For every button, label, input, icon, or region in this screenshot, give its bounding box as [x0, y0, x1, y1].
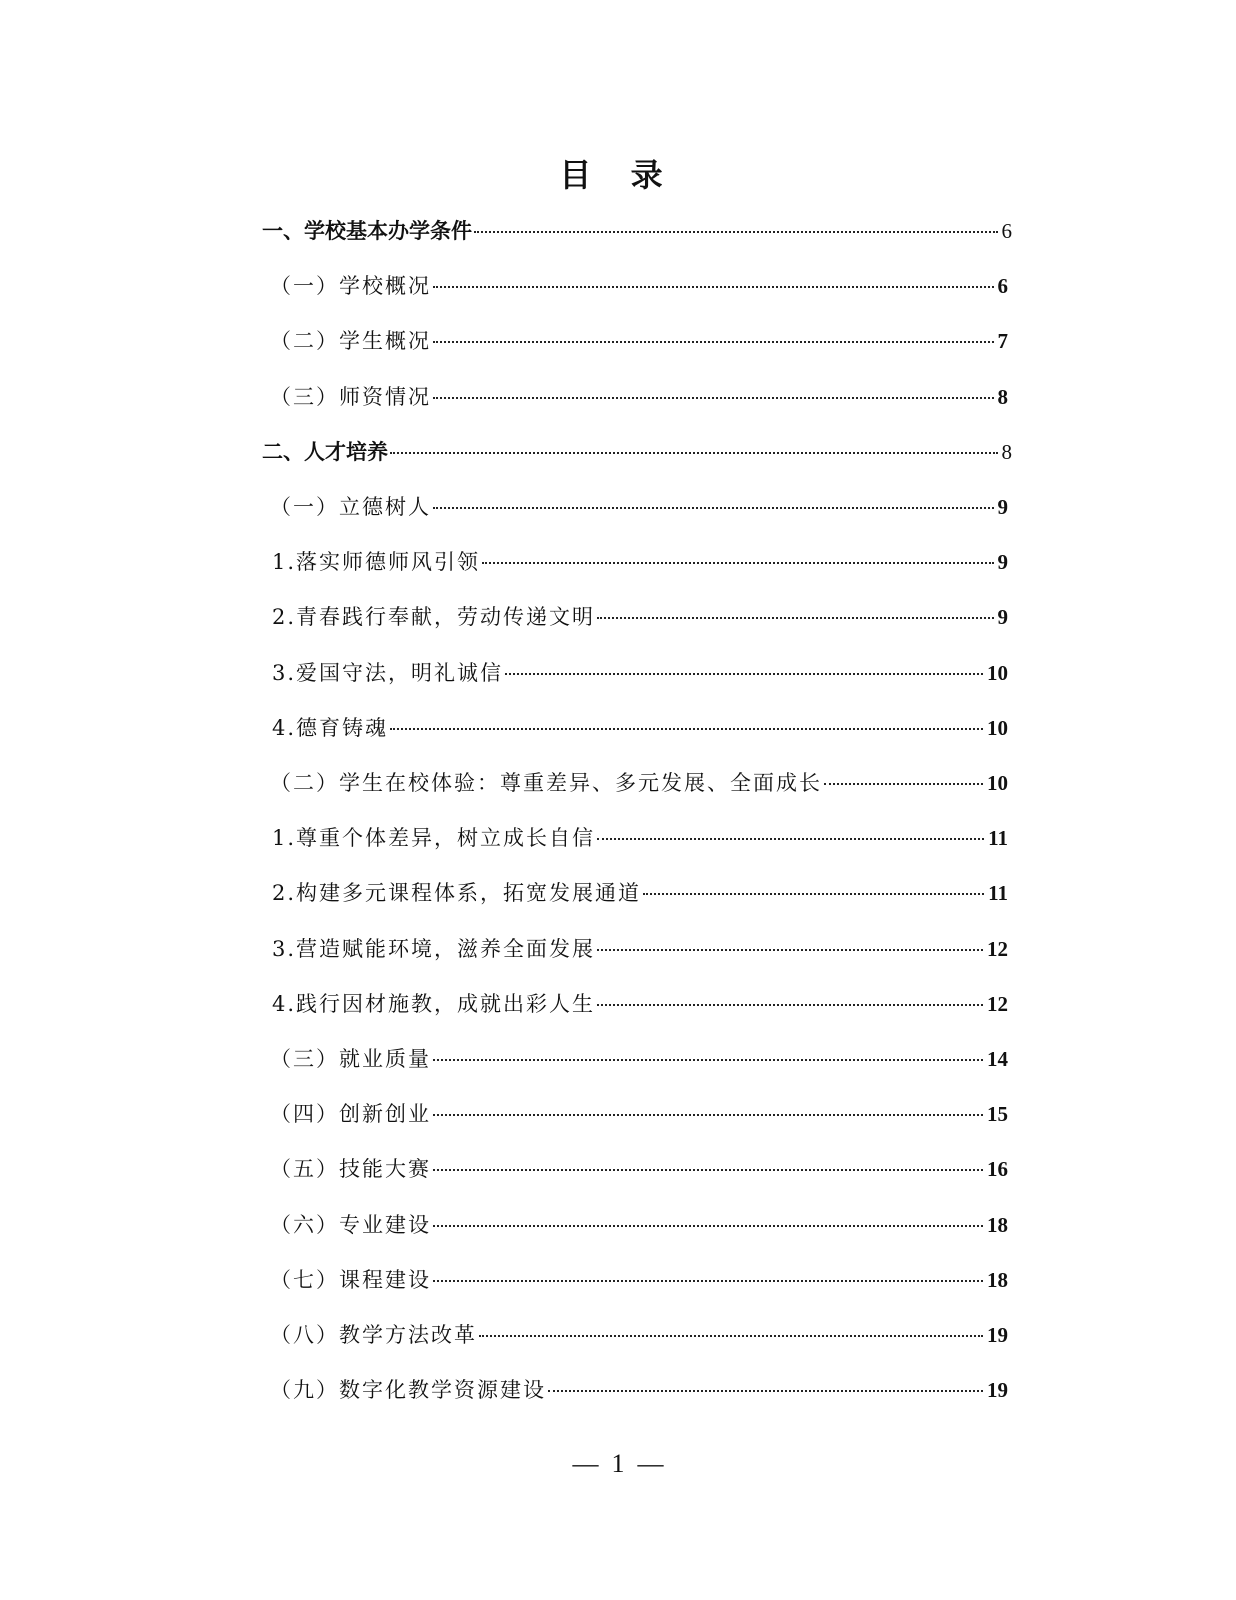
toc-entry[interactable]: [270, 1042, 1008, 1076]
dot-leader: [482, 562, 993, 564]
page-number: — 1 —: [572, 1449, 664, 1478]
toc-entry-label: （四）创新创业: [270, 1102, 431, 1126]
dot-leader: [548, 1390, 983, 1392]
toc-entry-page: 7: [997, 329, 1008, 353]
toc-entry-label: 一、学校基本办学条件: [262, 219, 472, 243]
toc-entry-label: 3.爱国守法，明礼诚信: [272, 661, 504, 685]
toc-entry[interactable]: [270, 766, 1008, 800]
toc-entry[interactable]: [272, 987, 1008, 1021]
toc-entry[interactable]: [272, 656, 1008, 690]
toc-entry-label: （二）学生概况: [270, 329, 431, 353]
toc-entry-page: 6: [997, 274, 1008, 298]
toc-entry-page: 8: [997, 385, 1008, 409]
toc-entry[interactable]: [262, 214, 1012, 248]
toc-entry-label: 4.德育铸魂: [272, 716, 389, 740]
page-title: 目 录: [559, 156, 677, 195]
toc-entry[interactable]: [270, 1097, 1008, 1131]
toc-entry[interactable]: [270, 1152, 1008, 1186]
toc-entry-label: 4.践行因材施教，成就出彩人生: [272, 992, 596, 1016]
toc-entry-label: （九）数字化教学资源建设: [270, 1378, 546, 1402]
toc-entry[interactable]: [272, 876, 1008, 910]
toc-entry-page: 19: [987, 1378, 1008, 1402]
toc-entry[interactable]: [272, 600, 1008, 634]
toc-entry-page: 9: [997, 550, 1008, 574]
toc-entry[interactable]: [270, 1208, 1008, 1242]
toc-entry-page: 11: [988, 826, 1008, 850]
dot-leader: [479, 1335, 983, 1337]
toc-entry-page: 9: [997, 495, 1008, 519]
toc-entry-page: 18: [987, 1213, 1008, 1237]
dot-leader: [433, 286, 994, 288]
toc-entry[interactable]: [272, 821, 1008, 855]
toc-entry[interactable]: [270, 1318, 1008, 1352]
toc-entry-label: （三）师资情况: [270, 385, 431, 409]
toc-entry-page: 11: [988, 881, 1008, 905]
dot-leader: [474, 231, 998, 233]
toc-entry-page: 8: [1001, 440, 1012, 464]
dot-leader: [433, 397, 994, 399]
toc-entry-page: 18: [987, 1268, 1008, 1292]
toc-entry[interactable]: [270, 380, 1008, 414]
toc-entry-page: 10: [987, 716, 1008, 740]
toc-entry-page: 9: [997, 605, 1008, 629]
toc-entry[interactable]: [272, 545, 1008, 579]
dot-leader: [433, 1169, 983, 1171]
toc-entry-label: 1.落实师德师风引领: [272, 550, 481, 574]
toc-entry-label: （七）课程建设: [270, 1268, 431, 1292]
toc-entry-page: 10: [987, 771, 1008, 795]
toc-entry[interactable]: [262, 435, 1012, 469]
dot-leader: [597, 617, 993, 619]
toc-entry-page: 19: [987, 1323, 1008, 1347]
toc-entry[interactable]: [270, 1263, 1008, 1297]
toc-entry-label: （八）教学方法改革: [270, 1323, 477, 1347]
dot-leader: [390, 728, 983, 730]
toc-entry[interactable]: [272, 932, 1008, 966]
toc-entry-label: （三）就业质量: [270, 1047, 431, 1071]
toc-entry-page: 10: [987, 661, 1008, 685]
toc-entry-label: 3.营造赋能环境，滋养全面发展: [272, 937, 596, 961]
toc-entry-label: （六）专业建设: [270, 1213, 431, 1237]
dot-leader: [643, 893, 984, 895]
dot-leader: [390, 452, 998, 454]
toc-entry-label: 二、人才培养: [262, 440, 388, 464]
toc-entry[interactable]: [270, 1373, 1008, 1407]
toc-entry-label: （五）技能大赛: [270, 1157, 431, 1181]
toc-entry[interactable]: [270, 490, 1008, 524]
dot-leader: [433, 341, 994, 343]
dot-leader: [433, 507, 994, 509]
toc-entry-page: 14: [987, 1047, 1008, 1071]
toc-entry-label: （二）学生在校体验：尊重差异、多元发展、全面成长: [270, 771, 822, 795]
toc-entry-label: （一）学校概况: [270, 274, 431, 298]
toc-entry-label: 2.构建多元课程体系，拓宽发展通道: [272, 881, 642, 905]
toc-entry[interactable]: [272, 711, 1008, 745]
toc-entry-page: 15: [987, 1102, 1008, 1126]
dot-leader: [597, 949, 983, 951]
dot-leader: [433, 1225, 983, 1227]
toc-entry-page: 6: [1001, 219, 1012, 243]
toc-entry-label: 2.青春践行奉献，劳动传递文明: [272, 605, 596, 629]
toc-entry-page: 12: [987, 937, 1008, 961]
dot-leader: [505, 673, 983, 675]
toc-entry-label: 1.尊重个体差异，树立成长自信: [272, 826, 596, 850]
toc-entry-page: 16: [987, 1157, 1008, 1181]
dot-leader: [597, 1004, 983, 1006]
toc-entry[interactable]: [270, 269, 1008, 303]
toc-entry[interactable]: [270, 324, 1008, 358]
dot-leader: [824, 783, 983, 785]
dot-leader: [597, 838, 984, 840]
dot-leader: [433, 1114, 983, 1116]
dot-leader: [433, 1280, 983, 1282]
dot-leader: [433, 1059, 983, 1061]
toc-entry-label: （一）立德树人: [270, 495, 431, 519]
toc-entry-page: 12: [987, 992, 1008, 1016]
